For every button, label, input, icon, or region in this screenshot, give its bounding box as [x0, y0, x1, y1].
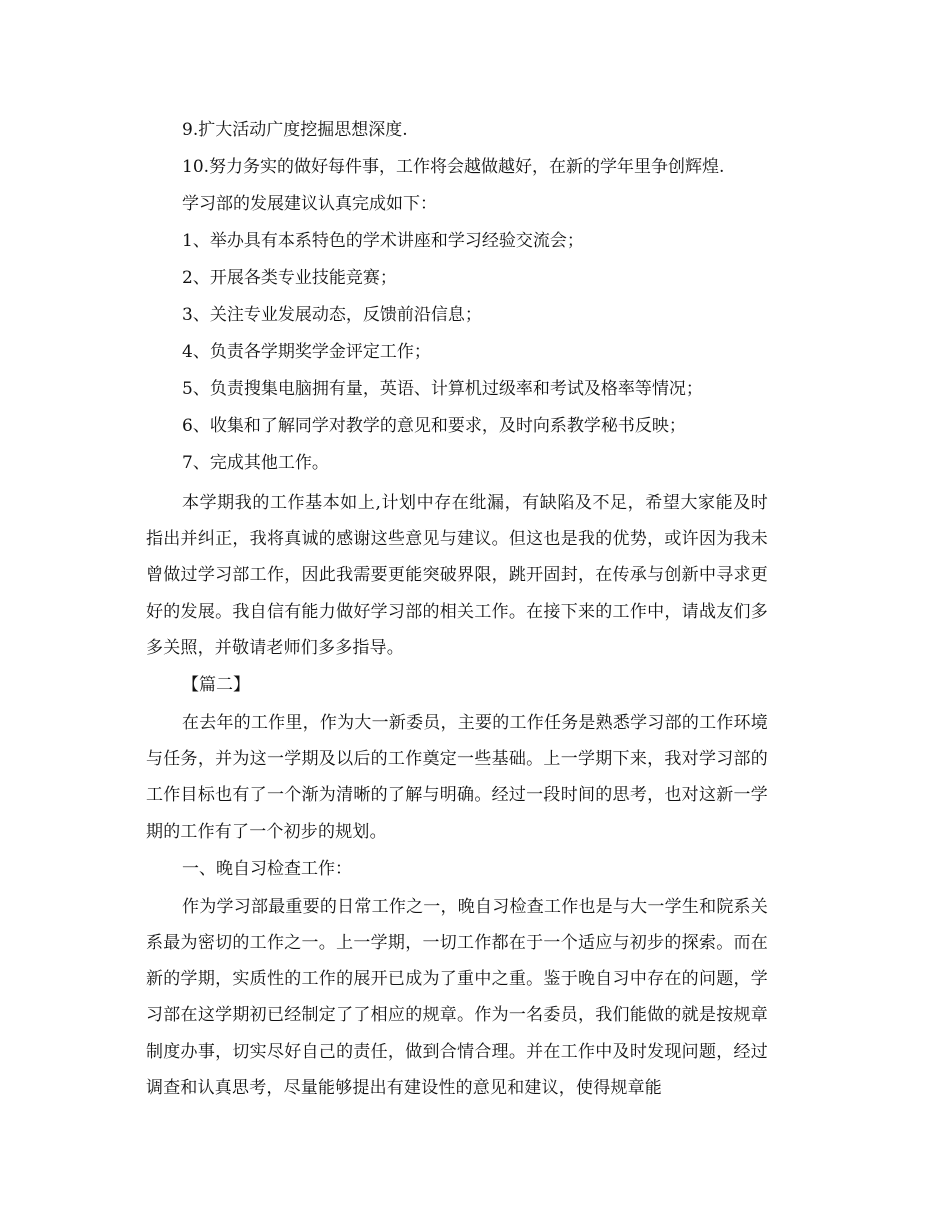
list-item: 4、负责各学期奖学金评定工作；: [182, 342, 431, 362]
subheading: 一、晚自习检查工作：: [182, 858, 352, 879]
evening-study-paragraph: 作为学习部最重要的日常工作之一，晚自习检查工作也是与大一学生和院系关系最为密切的工作之一。上一学期，一切工作都在于一个适应与初步的探索。而在新的学期，实质性的工作的展开已成为了重中之重。鉴于晚自习中存在的问题，学习部在这学期初已经制定了了相应的规章。作为一名委员，我们能做的就是按规章制度办事，切实尽好自己的责任，做到合情合理。并在工作中及时发现问题，经过调查和认真思考，尽量能够提出有建设性的意见和建议，使得规章能: [146, 896, 768, 1098]
summary-paragraph: 本学期我的工作基本如上,计划中存在纰漏，有缺陷及不足，希望大家能及时指出并纠正，我将真诚的感谢这些意见与建议。但这也是我的优势，或许因为我未曾做过学习部工作，因此我需要更能突破界限，跳开固封，在传承与创新中寻求更好的发展。我自信有能力做好学习部的相关工作。在接下来的工作中，请战友们多多关照，并敬请老师们多多指导。: [146, 493, 768, 658]
section-heading: 【篇二】: [182, 675, 250, 696]
list-item: 5、负责搜集电脑拥有量，英语、计算机过级率和考试及格率等情况；: [182, 379, 703, 399]
list-item: 2、开展各类专业技能竞赛；: [182, 268, 397, 288]
list-item: 7、完成其他工作。: [182, 453, 329, 473]
document-body: [146, 112, 812, 1106]
list-item: 6、收集和了解同学对教学的意见和要求，及时向系教学秘书反映；: [182, 416, 686, 436]
list-item: 3、关注专业发展动态，反馈前沿信息；: [182, 305, 482, 325]
text-line: 学习部的发展建议认真完成如下：: [182, 194, 437, 214]
list-item: 1、举办具有本系特色的学术讲座和学习经验交流会；: [182, 231, 584, 251]
text-line: 9.扩大活动广度挖掘思想深度.: [182, 120, 408, 140]
intro-paragraph: 在去年的工作里，作为大一新委员，主要的工作任务是熟悉学习部的工作环境与任务，并为这一学期及以后的工作奠定一些基础。上一学期下来，我对学习部的工作目标也有了一个渐为清晰的了解与明确。经过一段时间的思考，也对这新一学期的工作有了一个初步的规划。: [146, 713, 768, 842]
text-line: 10.努力务实的做好每件事，工作将会越做越好，在新的学年里争创辉煌.: [182, 157, 725, 177]
